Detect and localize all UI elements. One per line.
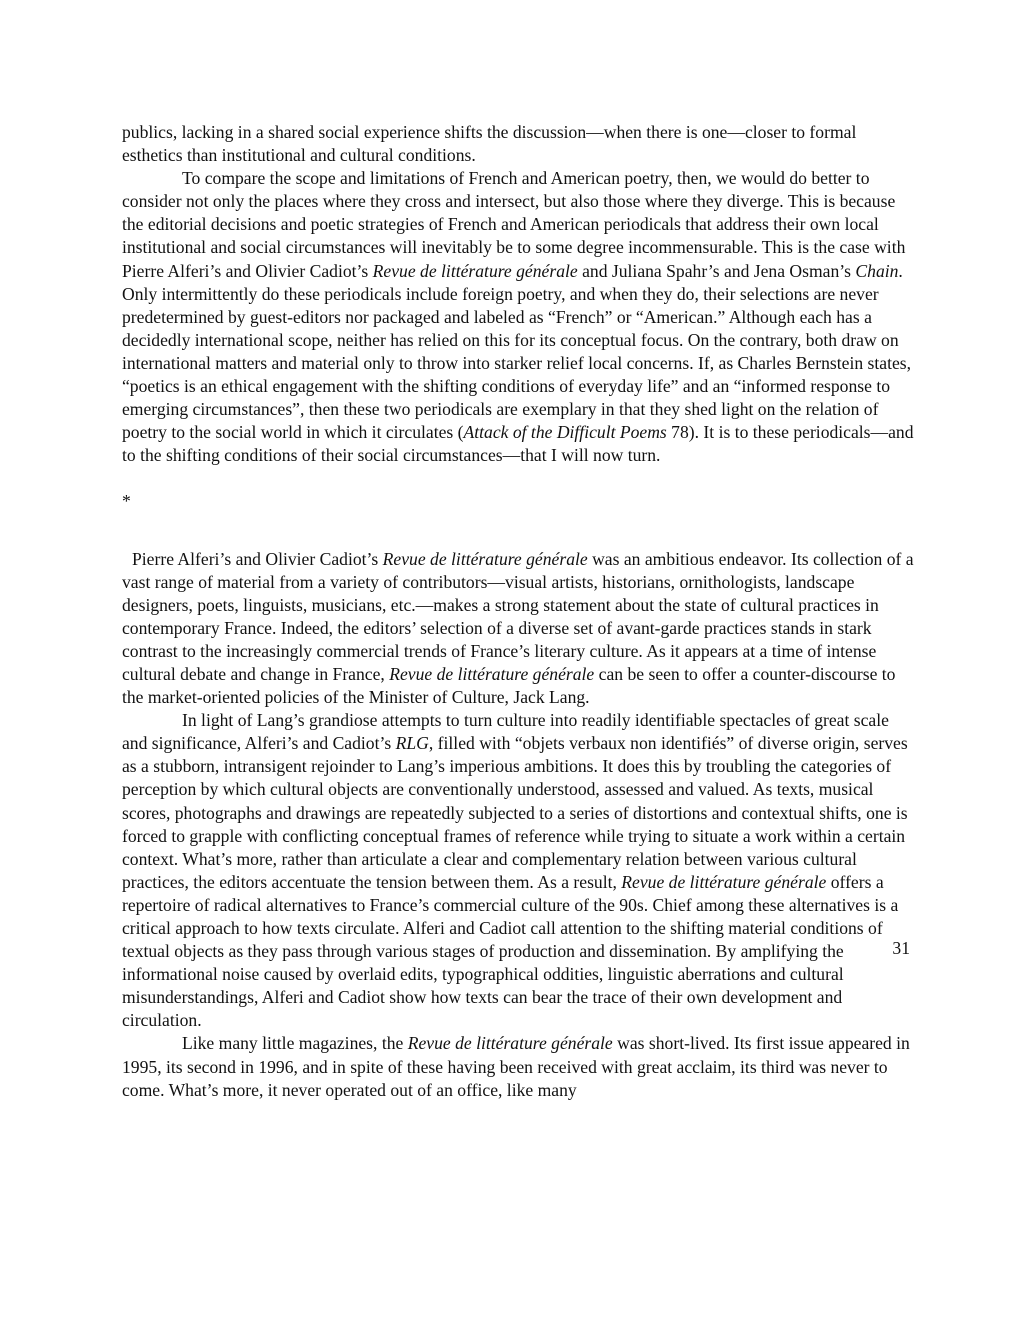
italic-title: Revue de littérature générale — [372, 260, 578, 281]
italic-title: Revue de littérature générale — [389, 663, 595, 684]
text-run: was short-lived. Its first issue appeared in 1995, its second in 1996, and in spite of these having been received with great acclaim, its third was never to come. What’s more, it never operated out of an office, like many — [122, 1033, 910, 1100]
text-run: and Juliana Spahr’s and Jena Osman’s — [577, 260, 856, 281]
paragraph-5 — [122, 1032, 914, 1101]
italic-title: Revue de littérature générale — [621, 871, 827, 892]
text-run: Pierre Alferi’s and Olivier Cadiot’s — [132, 548, 383, 569]
italic-title: Revue de littérature générale — [407, 1033, 613, 1054]
text-run: can be seen to offer a counter-discourse to the market-oriented policies of the Minister of Culture, Jack Lang. — [122, 663, 896, 708]
paragraph-4 — [122, 709, 914, 1032]
italic-title: RLG — [395, 733, 429, 754]
text-run: , filled with “objets verbaux non identifiés” of diverse origin, serves as a stubborn, intransigent rejoinder to Lang’s imperious ambitions. It does this by troubling the categories of perception by which cultural objects are conventionally understood, assessed and valued. As texts, musical scores, photographs and drawings are repeatedly subjected to a series of distortions and contextual shifts, one is forced to grapple with conflicting conceptual frames of reference while trying to situate a work within a certain context. What’s more, rather than articulate a clear and complementary relation between various cultural practices, the editors accentuate the tension between them. As a result, — [122, 733, 908, 892]
page-number: 31 — [892, 938, 910, 958]
text-run: offers a repertoire of radical alternatives to France’s commercial culture of the 90s. Chief among these alternatives is a critical approach to how texts circulate. Alferi and Cadiot call attention to the shifting material conditions of textual objects as they pass through various stages of production and dissemination. By amplifying the informational noise caused by overlaid edits, typographical oddities, linguistic aberrations and cultural misunderstandings, Alferi and Cadiot show how texts can bear the trace of their own development and circulation. — [122, 871, 899, 1031]
text-run: was an ambitious endeavor. Its collection of a vast range of material from a variety of contributors—visual artists, historians, ornithologists, landscape designers, poets, linguists, musicians, etc.—makes a strong statement about the state of cultural practices in contemporary France. Indeed, the editors’ selection of a diverse set of avant-garde practices stands in stark contrast to the increasingly commercial trends of France’s literary culture. As it appears at a time of intense cultural debate and change in France, — [122, 548, 914, 684]
italic-title: Attack of the Difficult Poems — [463, 422, 667, 443]
text-run: In light of Lang’s grandiose attempts to turn culture into readily identifiable spectacles of great scale and significance, Alferi’s and Cadiot’s — [122, 710, 889, 754]
section-separator: * — [122, 491, 131, 512]
text-run: Like many little magazines, the — [182, 1033, 408, 1054]
text-run: 78). It is to these periodicals—and to the shifting conditions of their social circumstances—that I will now turn. — [122, 422, 914, 466]
text-run: . Only intermittently do these periodicals include foreign poetry, and when they do, their selections are never predetermined by guest-editors nor packaged and labeled as “French” or “American.” Although each has a decidedly international scope, neither has relied on this for its conceptual focus. On the contrary, both draw on international matters and material only to throw into starker relief local concerns. If, as Charles Bernstein states, “poetics is an ethical engagement with the shifting conditions of everyday life” and an “informed response to emerging circumstances”, then these two periodicals are exemplary in that they shed light on the relation of poetry to the social world in which it circulates ( — [122, 260, 912, 443]
paragraph-3 — [122, 548, 914, 710]
paragraph-2 — [122, 167, 914, 467]
text-run: publics, lacking in a shared social experience shifts the discussion—when there is one—closer to formal esthetics than institutional and cultural conditions. — [122, 122, 857, 166]
italic-title: Revue de littérature générale — [382, 548, 588, 569]
italic-title: Chain — [855, 260, 899, 281]
text-run: To compare the scope and limitations of French and American poetry, then, we would do better to consider not only the places where they cross and intersect, but also those where they diverge. This is because the editorial decisions and poetic strategies of French and American periodicals that address their own local institutional and social circumstances will inevitably be to some degree incommensurable. This is the case with Pierre Alferi’s and Olivier Cadiot’s — [122, 168, 906, 281]
body-text — [122, 121, 914, 1102]
paragraph-1 — [122, 121, 914, 167]
